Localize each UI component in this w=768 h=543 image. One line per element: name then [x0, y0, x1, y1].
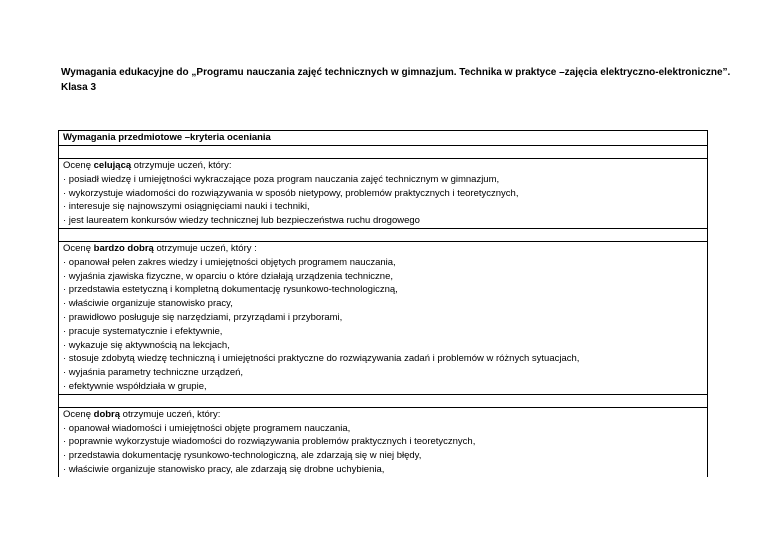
list-item: · stosuje zdobytą wiedzę techniczną i umiejętności praktyczne do rozwiązywania zadań i problemów w różnych sytuacjach,	[63, 353, 580, 365]
grade-name: celującą	[93, 160, 132, 171]
list-item: · właściwie organizuje stanowisko pracy, ale zdarzają się drobne uchybienia,	[63, 463, 385, 475]
list-item: · opanował pełen zakres wiedzy i umiejętności objętych programem nauczania,	[63, 256, 396, 268]
list-item: · wyjaśnia parametry techniczne urządzeń,	[63, 367, 244, 379]
document-title	[61, 65, 741, 95]
list-item: · wykorzystuje wiadomości do rozwiązywania w sposób nietypowy, problemów praktycznych i teoretycznych,	[63, 187, 519, 199]
list-item: · przedstawia dokumentację rysunkowo-technologiczną, ale zdarzają się w niej błędy,	[63, 450, 422, 462]
list-item: · wyjaśnia zjawiska fizyczne, w oparciu o które działają urządzenia techniczne,	[63, 270, 394, 282]
document-class-label: Klasa 3	[61, 82, 97, 93]
list-item: · prawidłowo posługuje się narzędziami, przyrządami i przyborami,	[63, 311, 343, 323]
grade-section-bardzo-dobra	[59, 241, 708, 394]
list-item: · interesuje się najnowszymi osiągnięciami nauki i techniki,	[63, 201, 310, 213]
intro-text: otrzymuje uczeń, który:	[131, 160, 232, 171]
spacer-row	[59, 394, 708, 407]
intro-text: Ocenę	[63, 242, 94, 254]
document-title-line: Wymagania edukacyjne do „Programu nauczania zajęć technicznych w gimnazjum. Technika w praktyce –zajęcia elektryczno-elektroniczne”.	[61, 67, 731, 78]
list-item: · właściwie organizuje stanowisko pracy,	[63, 298, 233, 310]
section-intro	[63, 242, 703, 256]
grade-name: dobrą	[93, 408, 121, 420]
grade-section-row	[59, 241, 708, 394]
spacer-row	[59, 146, 708, 159]
grade-name: bardzo dobrą	[93, 242, 154, 254]
section-intro	[63, 159, 703, 173]
list-item: · wykazuje się aktywnością na lekcjach,	[63, 339, 230, 351]
intro-text: Ocenę	[63, 160, 94, 171]
intro-text: Ocenę	[63, 408, 94, 420]
list-item: · opanował wiadomości i umiejętności objęte programem nauczania,	[63, 422, 351, 434]
list-item: · efektywnie współdziała w grupie,	[63, 380, 207, 392]
table-header-cell: Wymagania przedmiotowe –kryteria oceniania	[59, 131, 708, 146]
intro-text: otrzymuje uczeń, który:	[120, 408, 221, 420]
grade-section-row	[59, 407, 708, 476]
list-item: · przedstawia estetyczną i kompletną dokumentację rysunkowo-technologiczną,	[63, 284, 398, 296]
table-header-row	[59, 131, 708, 146]
section-intro	[63, 408, 703, 422]
grade-section-row	[59, 159, 708, 229]
list-item: · poprawnie wykorzystuje wiadomości do rozwiązywania problemów praktycznych i teoretycznych,	[63, 436, 476, 448]
intro-text: otrzymuje uczeń, który :	[153, 242, 257, 254]
list-item: · pracuje systematycznie i efektywnie,	[63, 325, 223, 337]
requirements-table	[58, 130, 708, 477]
spacer-row	[59, 228, 708, 241]
grade-section-dobra	[59, 407, 708, 476]
list-item: · jest laureatem konkursów wiedzy technicznej lub bezpieczeństwa ruchu drogowego	[63, 215, 420, 227]
grade-section-celujaca	[59, 159, 708, 229]
list-item: · posiadł wiedzę i umiejętności wykraczające poza program nauczania zajęć technicznym w gimnazjum,	[63, 173, 500, 185]
